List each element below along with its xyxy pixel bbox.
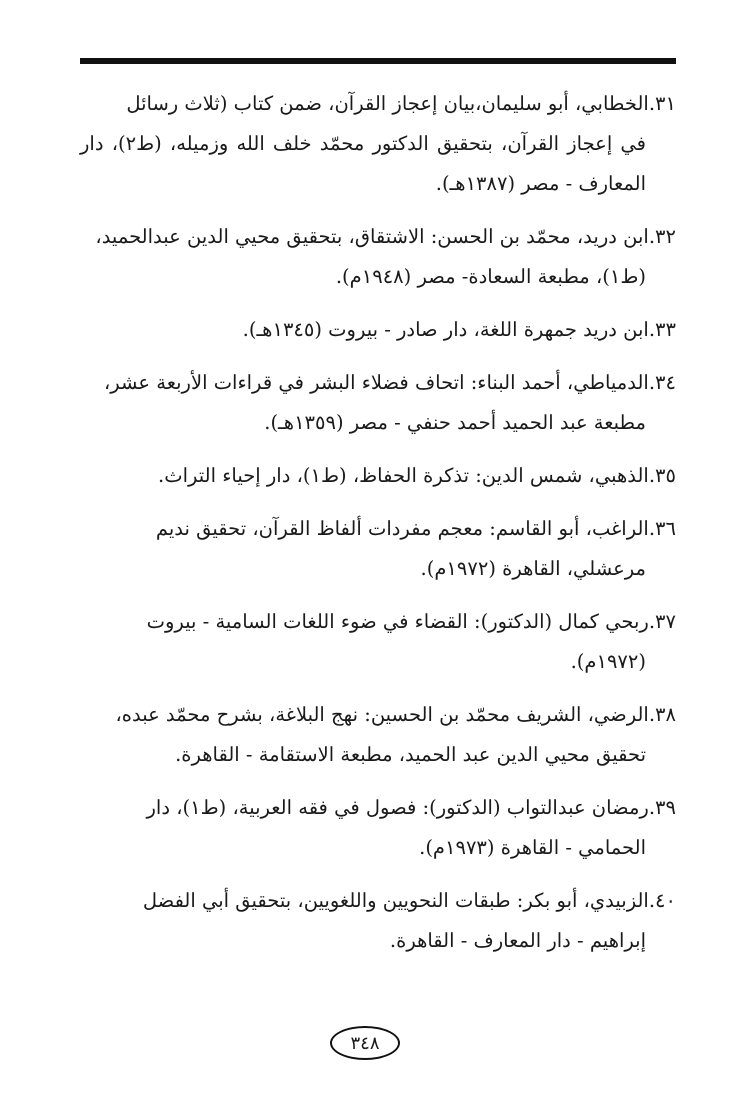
reference-item: ٣٧.ربحي كمال (الدكتور): القضاء في ضوء اللغات السامية - بيروت (١٩٧٢م). (146, 610, 676, 673)
reference-item: ٣٦.الراغب، أبو القاسم: معجم مفردات ألفاظ القرآن، تحقيق نديم مرعشلي، القاهرة (١٩٧٢م). (155, 517, 676, 580)
reference-item: ٣١.الخطابي، أبو سليمان،بيان إعجاز القرآن، ضمن كتاب (ثلاث رسائل في إعجاز القرآن، بتحقيق الدكتور محمّد خلف الله وزميله، (ط٢)، دار المعارف - مصر (١٣٨٧هـ). (80, 92, 676, 195)
top-rule (80, 58, 676, 64)
reference-item: ٣٣.ابن دريد جمهرة اللغة، دار صادر - بيروت (١٣٤٥هـ). (242, 318, 676, 341)
reference-item: ٣٩.رمضان عبدالتواب (الدكتور): فصول في فقه العربية، (ط١)، دار الحمامي - القاهرة (١٩٧٣م). (146, 796, 676, 859)
reference-item: ٣٥.الذهبي، شمس الدين: تذكرة الحفاظ، (ط١)، دار إحياء التراث. (158, 464, 676, 487)
page-number: ٣٤٨ (330, 1026, 400, 1060)
reference-list (80, 84, 676, 974)
reference-item: ٤٠.الزبيدي، أبو بكر: طبقات النحويين واللغويين، بتحقيق أبي الفضل إبراهيم - دار المعارف - القاهرة. (142, 889, 676, 952)
reference-item: ٣٨.الرضي، الشريف محمّد بن الحسين: نهج البلاغة، بشرح محمّد عبده، تحقيق محيي الدين عبد الحميد، مطبعة الاستقامة - القاهرة. (115, 703, 676, 766)
reference-item: ٣٤.الدمياطي، أحمد البناء: اتحاف فضلاء البشر في قراءات الأربعة عشر، مطبعة عبد الحميد أحمد حنفي - مصر (١٣٥٩هـ). (103, 371, 676, 434)
reference-item: ٣٢.ابن دريد، محمّد بن الحسن: الاشتقاق، بتحقيق محيي الدين عبدالحميد، (ط١)، مطبعة السعادة- مصر (١٩٤٨م). (95, 225, 676, 288)
